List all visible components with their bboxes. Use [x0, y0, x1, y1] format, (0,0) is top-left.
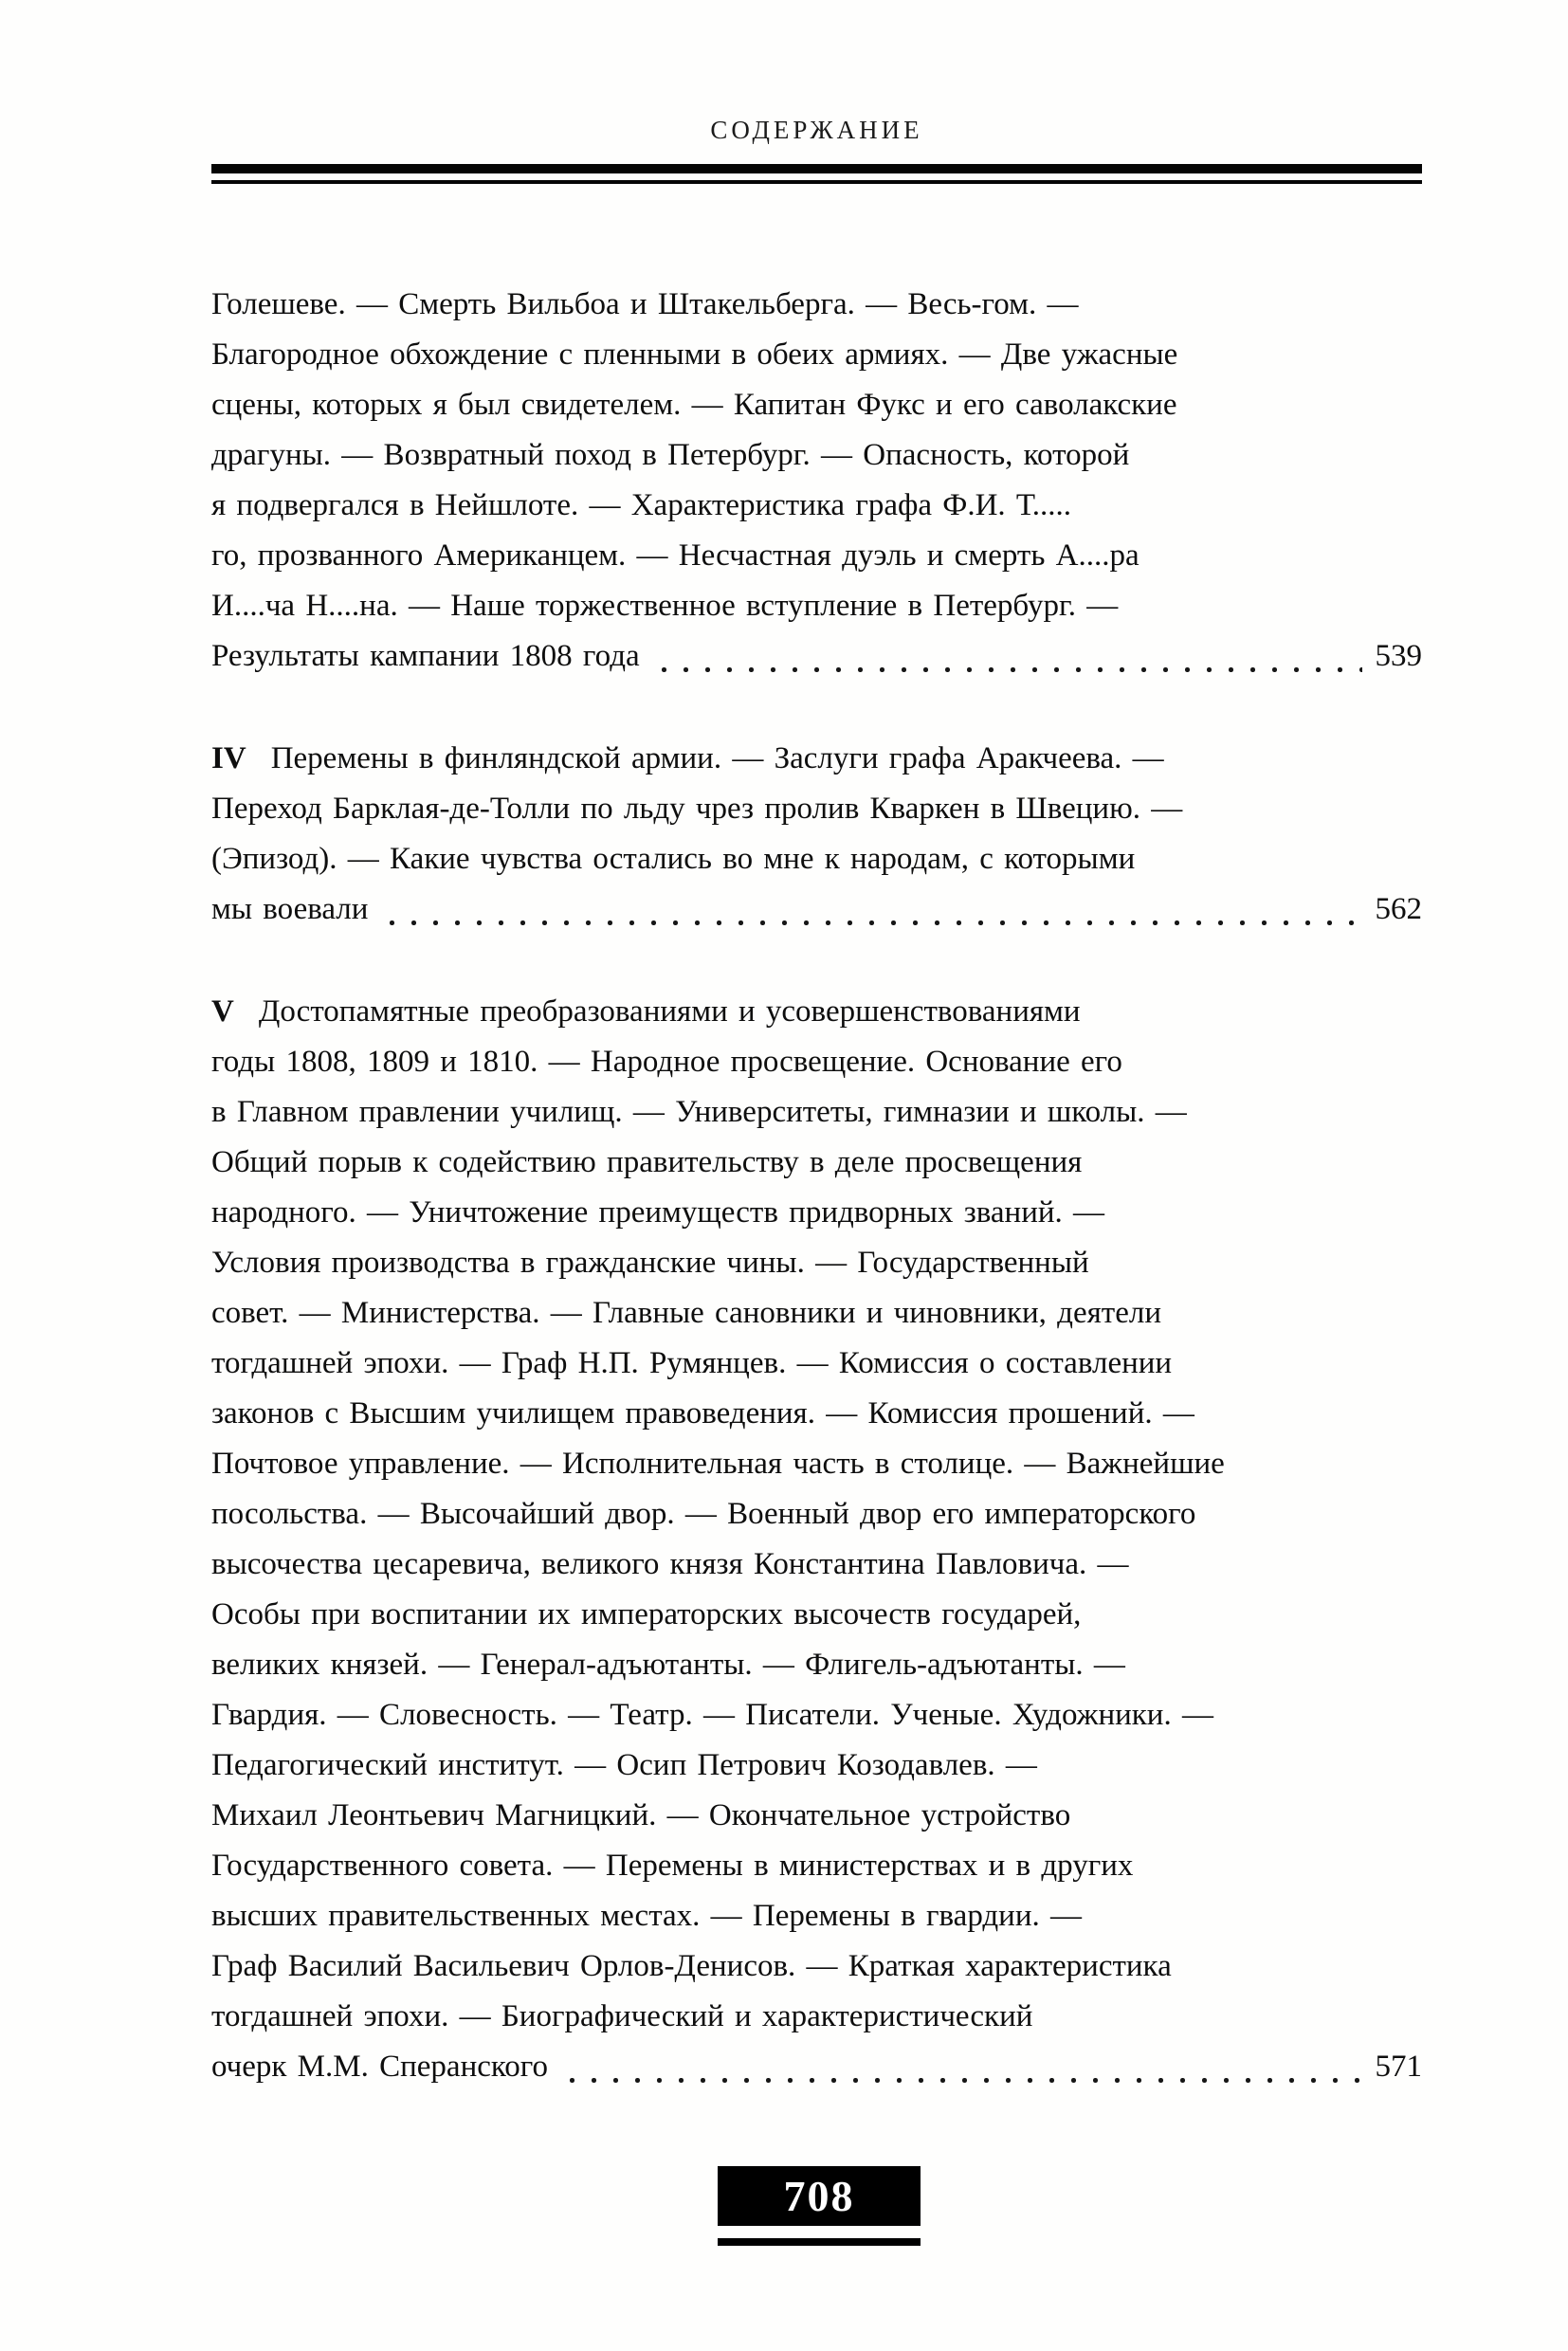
- entry-last-text: Результаты кампании 1808 года: [211, 639, 640, 673]
- entry-line: годы 1808, 1809 и 1810. — Народное просвещение. Основание его: [211, 1045, 1122, 1079]
- header-rule-thick: [211, 164, 1422, 173]
- dot-leader: [661, 666, 1362, 673]
- entry-line: Условия производства в гражданские чины. — Государственный: [211, 1246, 1089, 1280]
- entry-number: IV: [211, 741, 246, 775]
- entry-line: IV Перемены в финляндской армии. — Заслуги графа Аракчеева. —: [211, 741, 1164, 775]
- entry-line: Педагогический институт. — Осип Петрович Козодавлев. —: [211, 1748, 1037, 1782]
- entry-last-line: [211, 631, 1422, 682]
- toc-entry: [211, 987, 1422, 2092]
- entry-line: (Эпизод). — Какие чувства остались во мне к народам, с которыми: [211, 842, 1136, 876]
- entry-last-line: [211, 2042, 1422, 2092]
- dot-leader: [569, 2077, 1362, 2084]
- entry-line: И....ча Н....на. — Наше торжественное вступление в Петербург. —: [211, 589, 1119, 623]
- footer-rule: [718, 2238, 921, 2246]
- entry-line: великих князей. — Генерал-адъютанты. — Флигель-адъютанты. —: [211, 1648, 1125, 1682]
- entry-line: Гвардия. — Словесность. — Театр. — Писатели. Ученые. Художники. —: [211, 1698, 1213, 1732]
- entry-line: в Главном правлении училищ. — Университеты, гимназии и школы. —: [211, 1095, 1187, 1129]
- entry-line: посольства. — Высочайший двор. — Военный двор его императорского: [211, 1497, 1196, 1531]
- entry-line: Общий порыв к содействию правительству в деле просвещения: [211, 1145, 1083, 1179]
- entry-line: V Достопамятные преобразованиями и усовершенствованиями: [211, 994, 1081, 1029]
- footer-page-number: 708: [783, 2172, 855, 2220]
- entry-line: Государственного совета. — Перемены в министерствах и в других: [211, 1849, 1134, 1883]
- entry-last-text: мы воевали: [211, 892, 369, 926]
- entry-line: Михаил Леонтьевич Магницкий. — Окончательное устройство: [211, 1798, 1071, 1832]
- entry-line: законов с Высшим училищем правоведения. — Комиссия прошений. —: [211, 1396, 1194, 1431]
- entry-line: Голешеве. — Смерть Вильбоа и Штакельберга. — Весь-гом. —: [211, 287, 1079, 321]
- entry-line: Особы при воспитании их императорских высочеств государей,: [211, 1597, 1082, 1631]
- entry-line: тогдашней эпохи. — Биографический и характеристический: [211, 1999, 1033, 2033]
- table-of-contents: [211, 280, 1422, 2092]
- entry-line: народного. — Уничтожение преимуществ придворных званий. —: [211, 1195, 1105, 1230]
- entry-line: го, прозванного Американцем. — Несчастная дуэль и смерть А....ра: [211, 538, 1140, 573]
- entry-last-text: очерк М.М. Сперанского: [211, 2050, 548, 2084]
- entry-line: высочества цесаревича, великого князя Константина Павловича. —: [211, 1547, 1129, 1581]
- entry-line: тогдашней эпохи. — Граф Н.П. Румянцев. — Комиссия о составлении: [211, 1346, 1173, 1380]
- entry-line: я подвергался в Нейшлоте. — Характеристика графа Ф.И. Т.....: [211, 488, 1072, 522]
- entry-line: Почтовое управление. — Исполнительная часть в столице. — Важнейшие: [211, 1447, 1225, 1481]
- entry-line: Граф Василий Васильевич Орлов-Денисов. — Краткая характеристика: [211, 1949, 1172, 1983]
- entry-line: драгуны. — Возвратный поход в Петербург. — Опасность, которой: [211, 438, 1130, 472]
- entry-line: Благородное обхождение с пленными в обеих армиях. — Две ужасные: [211, 337, 1178, 372]
- entry-page-number: 571: [1375, 2050, 1422, 2084]
- dot-leader: [389, 920, 1361, 926]
- entry-number: V: [211, 994, 234, 1029]
- entry-page-number: 539: [1375, 639, 1422, 673]
- contents-header: СОДЕРЖАНИЕ: [710, 116, 923, 144]
- footer-page-number-box: [718, 2166, 921, 2226]
- entry-last-line: [211, 884, 1422, 935]
- entry-line: совет. — Министерства. — Главные сановники и чиновники, деятели: [211, 1296, 1161, 1330]
- toc-entry: [211, 280, 1422, 682]
- entry-line: Переход Барклая-де-Толли по льду чрез пролив Кваркен в Швецию. —: [211, 792, 1183, 826]
- entry-page-number: 562: [1375, 892, 1422, 926]
- toc-entry: [211, 734, 1422, 935]
- header-rule-thin: [211, 180, 1422, 184]
- entry-line: сцены, которых я был свидетелем. — Капитан Фукс и его саволакские: [211, 388, 1177, 422]
- entry-line: высших правительственных местах. — Перемены в гвардии. —: [211, 1899, 1082, 1933]
